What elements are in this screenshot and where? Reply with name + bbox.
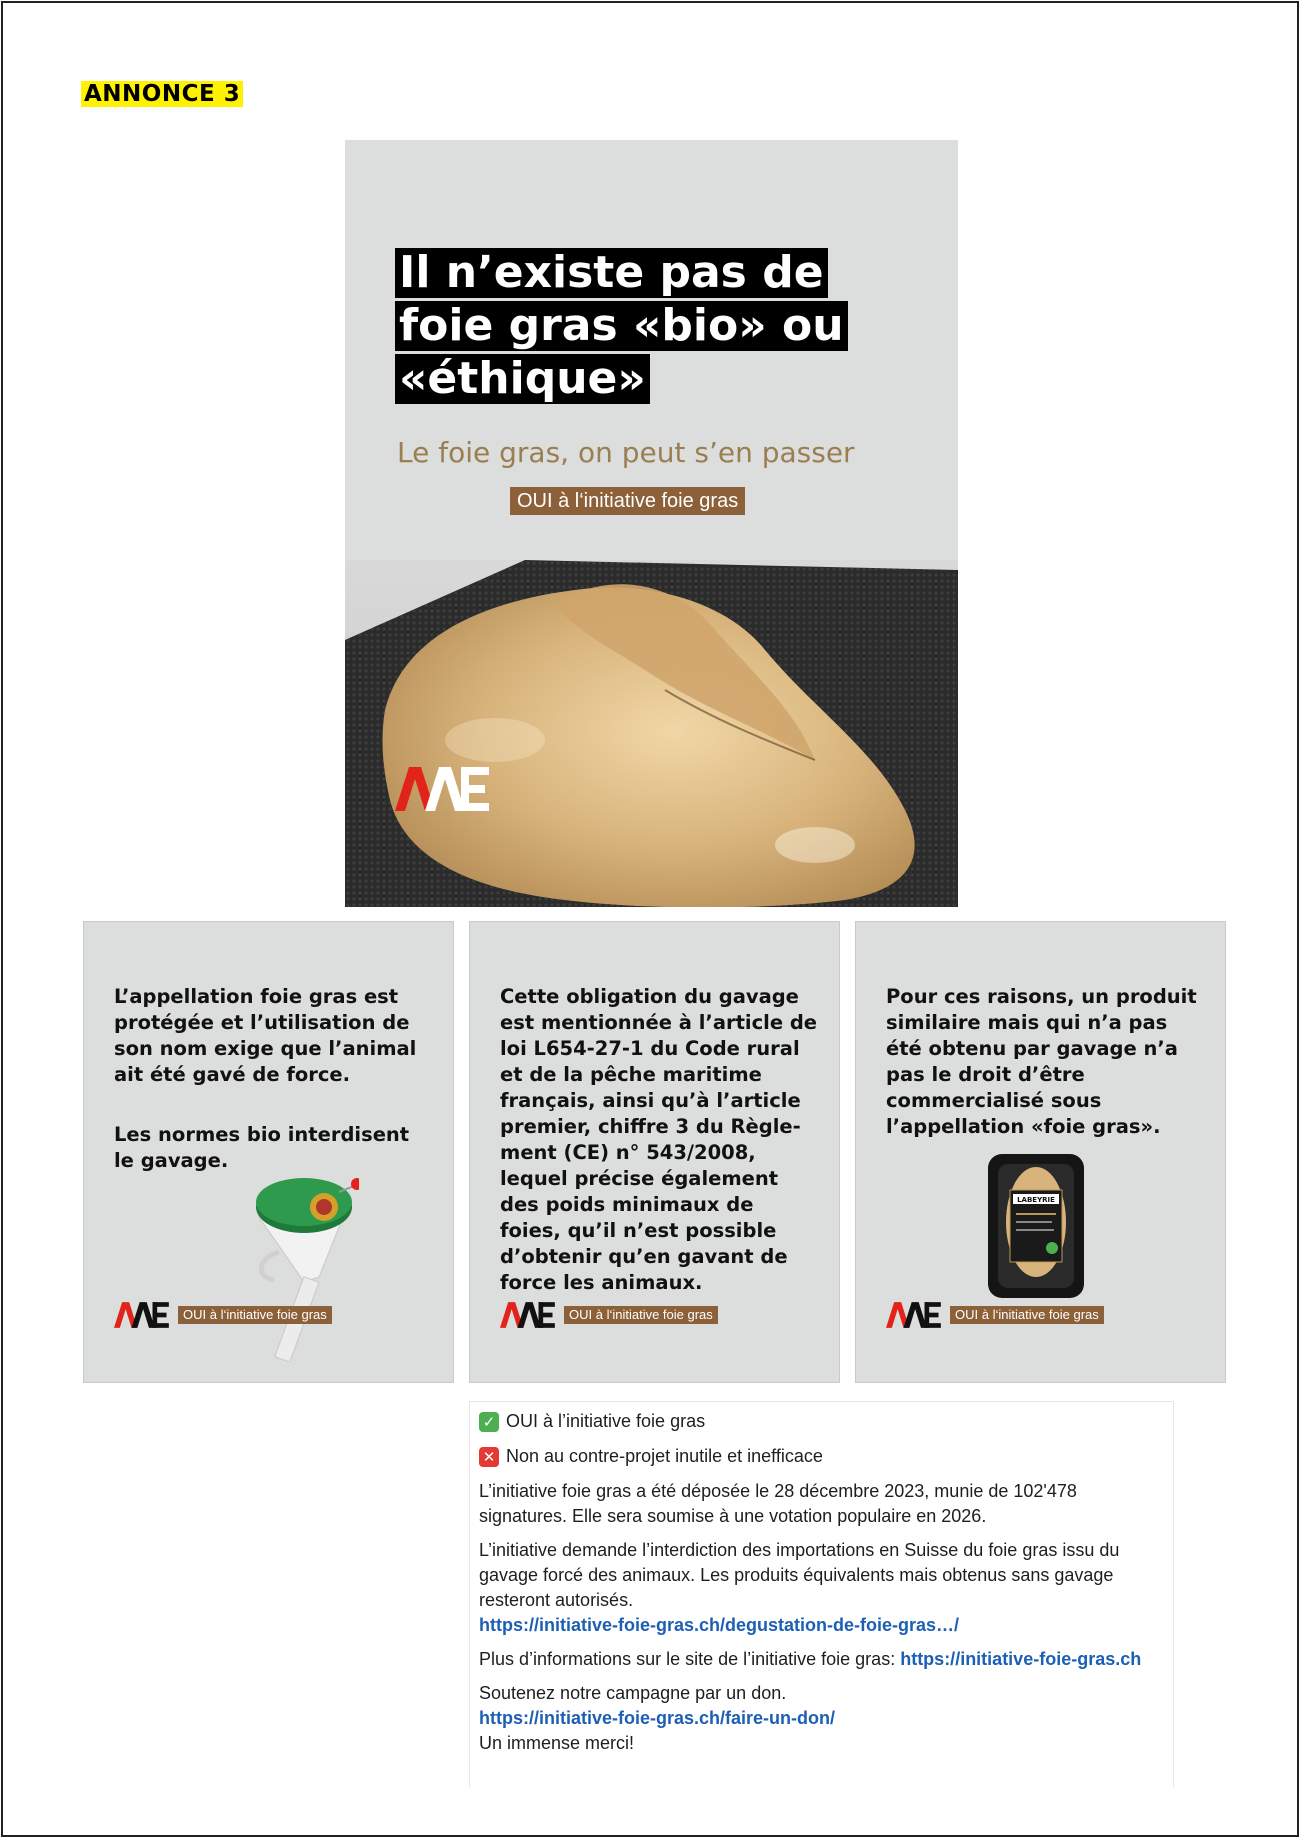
panel-3-oui-badge: OUI à l‘initiative foie gras [950, 1306, 1104, 1324]
caption-paragraph-3 [479, 1647, 1164, 1672]
poster-headline [395, 248, 895, 407]
post-caption [469, 1401, 1174, 1787]
caption-paragraph-2-text: L’initiative demande l’interdiction des importations en Suisse du foie gras issu du gavage forcé des animaux. Les produits équivalents mais obtenus sans gavage resteront autorisés. [479, 1540, 1120, 1610]
headline-line-1: Il n’existe pas de [395, 248, 828, 298]
panel-2-oui-badge: OUI à l‘initiative foie gras [564, 1306, 718, 1324]
info-panel-3 [855, 921, 1226, 1383]
panel-1-text-a: L’appellation foie gras est protégée et l’utilisation de son nom exige que l’animal ait été gavé de force. [114, 985, 417, 1086]
aae-logo [500, 1302, 556, 1328]
caption-paragraph-2 [479, 1538, 1164, 1638]
caption-yes-text: OUI à l’initiative foie gras [506, 1411, 706, 1431]
main-poster [345, 140, 958, 907]
degustation-link[interactable]: https://initiative-foie-gras.ch/degustation-de-foie-gras…/ [479, 1615, 960, 1635]
page-frame [1, 1, 1299, 1837]
initiative-site-link[interactable]: https://initiative-foie-gras.ch [900, 1649, 1142, 1669]
panel-3-footer [886, 1302, 1104, 1328]
panel-1-footer [114, 1302, 332, 1328]
caption-yes-line [479, 1409, 1164, 1434]
annonce-label: ANNONCE 3 [81, 81, 243, 107]
info-panel-1 [83, 921, 454, 1383]
poster-oui-badge: OUI à l‘initiative foie gras [510, 487, 745, 515]
check-mark-emoji-icon: ✓ [479, 1412, 499, 1432]
poster-subline: Le foie gras, on peut s’en passer [397, 436, 855, 469]
cross-mark-emoji-icon: ✕ [479, 1447, 499, 1467]
caption-no-line [479, 1444, 1164, 1469]
panel-1-text-b: Les normes bio interdisent le gavage. [114, 1123, 410, 1172]
aae-logo [395, 767, 491, 811]
aae-logo [886, 1302, 942, 1328]
headline-line-3: «éthique» [395, 354, 650, 404]
panel-2-text: Cette obligation du gavage est mentionnée à l’article de loi L654-27-1 du Code rural et de la pêche maritime français, ainsi qu’à l’article premier, chiffre 3 du Règle-ment (CE) n° 543/2008, lequel précise également des poids minimaux de foies, qu’il n’est possible d’obtenir qu’en gavant de force les animaux. [500, 985, 818, 1294]
info-panel-2 [469, 921, 840, 1383]
caption-no-text: Non au contre-projet inutile et inefficace [506, 1446, 823, 1466]
panel-1-oui-badge: OUI à l‘initiative foie gras [178, 1306, 332, 1324]
caption-thanks-text: Un immense merci! [479, 1733, 635, 1753]
caption-paragraph-3-text: Plus d’informations sur le site de l’initiative foie gras: [479, 1649, 901, 1669]
headline-line-2: foie gras «bio» ou [395, 301, 848, 351]
panel-3-text: Pour ces raisons, un produit similaire mais qui n’a pas été obtenu par gavage n’a pas le droit d’être commercialisé sous l’appellation «foie gras». [886, 985, 1197, 1138]
caption-paragraph-1: L’initiative foie gras a été déposée le 28 décembre 2023, munie de 102'478 signatures. Elle sera soumise à une votation populaire en 2026. [479, 1481, 1077, 1526]
caption-donate-text: Soutenez notre campagne par un don. [479, 1683, 787, 1703]
caption-paragraph-4 [479, 1681, 1164, 1756]
force-feeding-funnel-image [229, 1162, 359, 1362]
pack-brand: LABEYRIE [1017, 1196, 1055, 1204]
aae-logo [114, 1302, 170, 1328]
foie-gras-liver-image [345, 560, 958, 907]
donate-link[interactable]: https://initiative-foie-gras.ch/faire-un-don/ [479, 1708, 836, 1728]
panel-2-footer [500, 1302, 718, 1328]
foie-gras-pack-image [986, 1152, 1086, 1300]
